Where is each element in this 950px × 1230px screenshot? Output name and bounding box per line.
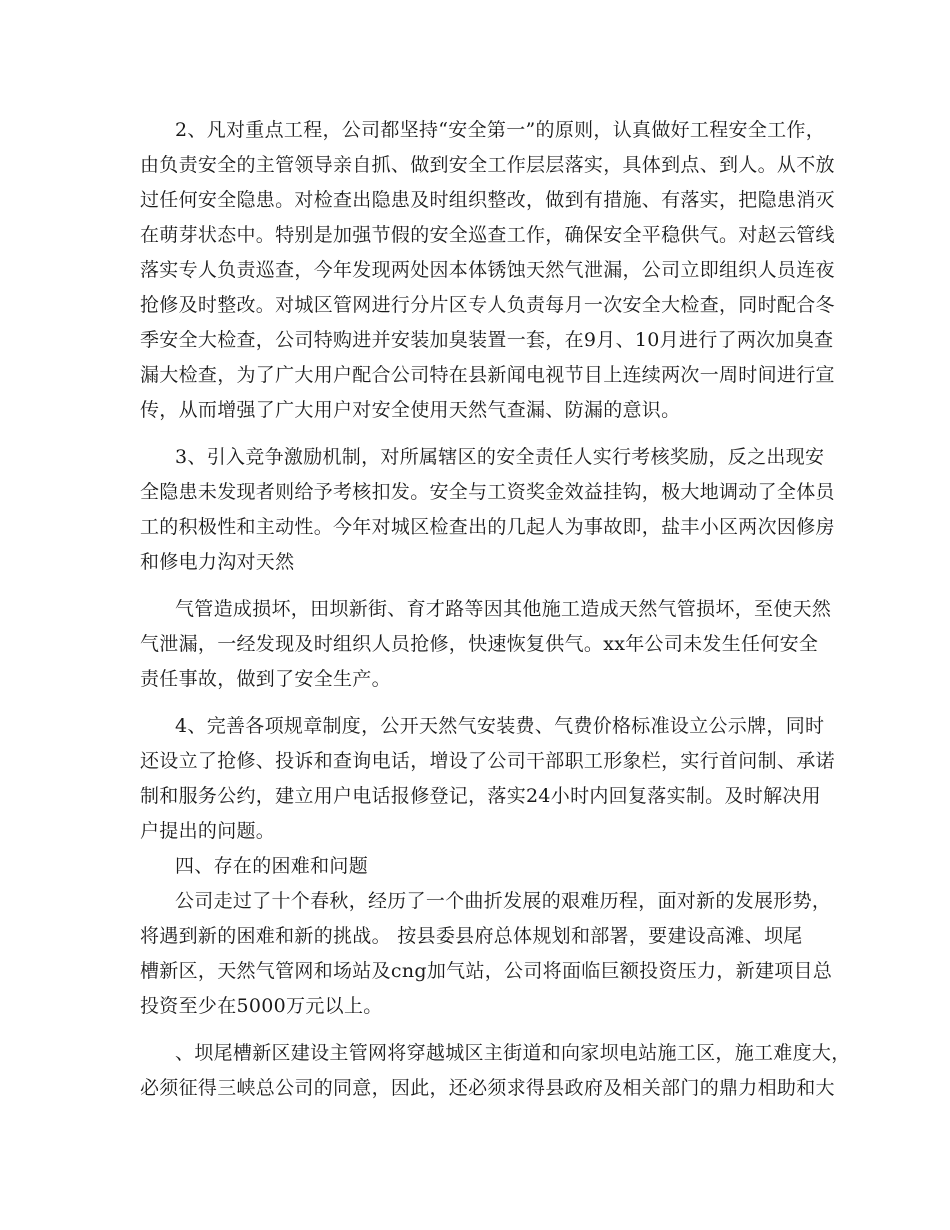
paragraph-line: 由负责安全的主管领导亲自抓、做到安全工作层层落实，具体到点、到人。从不放: [140, 154, 835, 176]
paragraph-line: 气泄漏，一经发现及时组织人员抢修，快速恢复供气。xx年公司未发生任何安全: [140, 633, 819, 655]
section-heading: 四、存在的困难和问题: [175, 855, 369, 877]
paragraph-line: 气管造成损坏，田坝新街、育才路等因其他施工造成天然气管损坏，至使天然: [175, 598, 832, 620]
paragraph-line: 投资至少在5000万元以上。: [140, 995, 383, 1017]
paragraph-line: 季安全大检查，公司特购进并安装加臭装置一套，在9月、10月进行了两次加臭查: [140, 329, 834, 351]
paragraph-line: 在萌芽状态中。特别是加强节假的安全巡查工作，确保安全平稳供气。对赵云管线: [140, 224, 835, 246]
paragraph-line: 还设立了抢修、投诉和查询电话，增设了公司干部职工形象栏，实行首问制、承诺: [140, 750, 835, 772]
paragraph-line: 漏大检查，为了广大用户配合公司特在县新闻电视节目上连续两次一周时间进行宣: [140, 364, 835, 386]
paragraph-line: 户提出的问题。: [140, 820, 276, 842]
paragraph-line: 工的积极性和主动性。今年对城区检查出的几起人为事故即，盐丰小区两次因修房: [140, 516, 835, 538]
paragraph-line: 、坝尾槽新区建设主管网将穿越城区主街道和向家坝电站施工区，施工难度大，: [175, 1042, 851, 1064]
paragraph-line: 传，从而增强了广大用户对安全使用天然气查漏、防漏的意识。: [140, 399, 681, 421]
paragraph-line: 全隐患未发现者则给予考核扣发。安全与工资奖金效益挂钩，极大地调动了全体员: [140, 481, 835, 503]
paragraph-line: 2、凡对重点工程，公司都坚持“安全第一”的原则，认真做好工程安全工作，: [175, 119, 826, 141]
paragraph-line: 制和服务公约，建立用户电话报修登记，落实24小时内回复落实制。及时解决用: [140, 785, 821, 807]
paragraph-line: 必须征得三峡总公司的同意，因此，还必须求得县政府及相关部门的鼎力相助和大: [140, 1077, 835, 1099]
paragraph-line: 3、引入竞争激励机制，对所属辖区的安全责任人实行考核奖励，反之出现安: [175, 446, 825, 468]
paragraph-line: 责任事故，做到了安全生产。: [140, 668, 391, 690]
paragraph-line: 槽新区，天然气管网和场站及cng加气站，公司将面临巨额投资压力，新建项目总: [140, 960, 833, 982]
paragraph-line: 抢修及时整改。对城区管网进行分片区专人负责每月一次安全大检查，同时配合冬: [140, 294, 835, 316]
paragraph-line: 落实专人负责巡查，今年发现两处因本体锈蚀天然气泄漏，公司立即组织人员连夜: [140, 259, 835, 281]
paragraph-line: 公司走过了十个春秋，经历了一个曲折发展的艰难历程，面对新的发展形势，: [175, 890, 832, 912]
paragraph-line: 将遇到新的困难和新的挑战。 按县委县府总体规划和部署，要建设高滩、坝尾: [140, 925, 803, 947]
paragraph-line: 和修电力沟对天然: [140, 551, 295, 573]
paragraph-line: 过任何安全隐患。对检查出隐患及时组织整改，做到有措施、有落实，把隐患消灭: [140, 189, 835, 211]
paragraph-line: 4、完善各项规章制度，公开天然气安装费、气费价格标准设立公示牌，同时: [175, 715, 825, 737]
